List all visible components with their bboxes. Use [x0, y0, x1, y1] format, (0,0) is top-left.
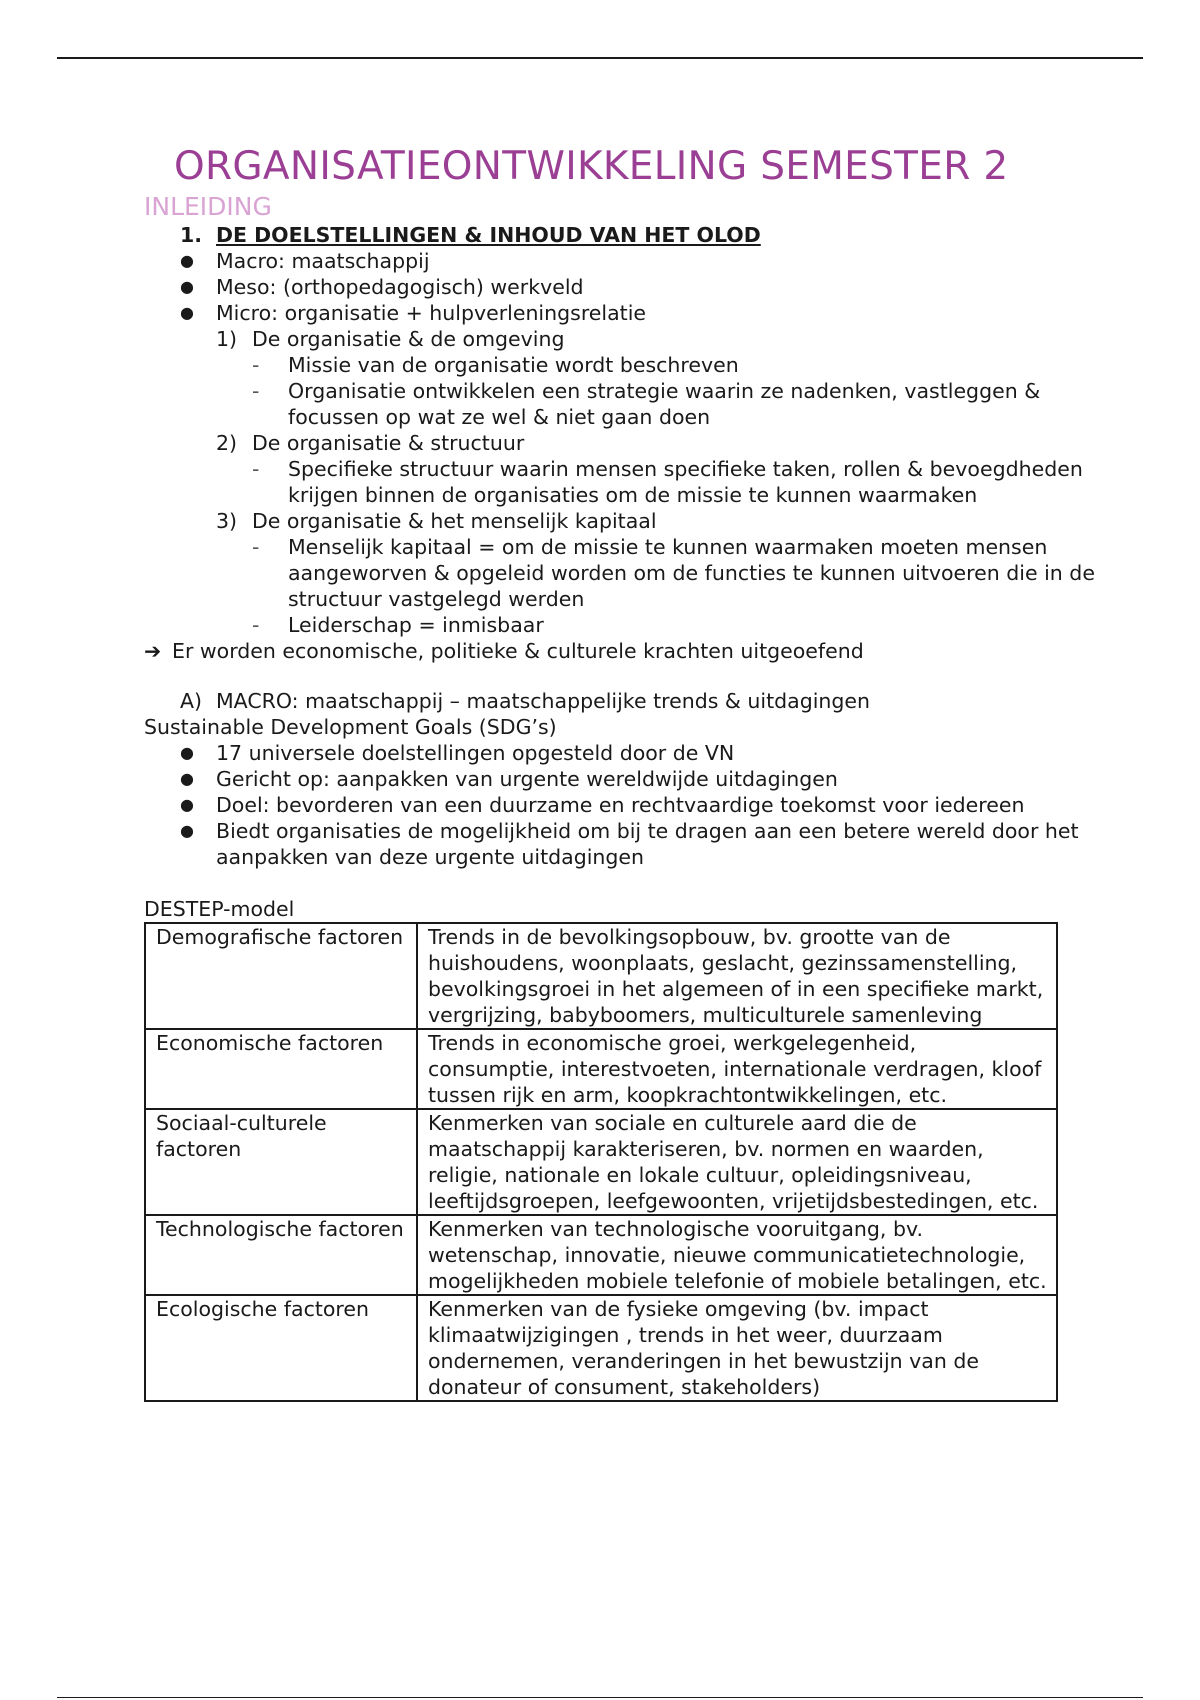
- list-item: [180, 818, 1104, 870]
- bullet-icon: ●: [180, 795, 194, 814]
- numbered-subitem: [216, 508, 1104, 534]
- table-cell-factor: Demografische factoren: [145, 923, 417, 1029]
- list-item-text: Biedt organisaties de mogelijkheid om bij te dragen aan een betere wereld door het aanpakken van deze urgente uitdagingen: [216, 819, 1079, 869]
- numbered-subitem: [216, 326, 1104, 352]
- subitem-number: 3): [216, 509, 238, 533]
- table-cell-factor: Ecologische factoren: [145, 1295, 417, 1401]
- document-body: [144, 140, 1104, 1402]
- dash-icon: -: [252, 379, 260, 403]
- subitem-number: 1): [216, 327, 238, 351]
- table-cell-factor: Technologische factoren: [145, 1215, 417, 1295]
- dash-item: [252, 612, 1104, 638]
- subitem-text: De organisatie & het menselijk kapitaal: [252, 509, 657, 533]
- list-item-text: Doel: bevorderen van een duurzame en rechtvaardige toekomst voor iedereen: [216, 793, 1025, 817]
- table-cell-description: Kenmerken van sociale en culturele aard die de maatschappij karakteriseren, bv. normen en waarden, religie, nationale en lokale cultuur, opleidingsniveau, leeftijdsgroepen, leefgewoonten, vrijetijdsbestedingen, etc.: [417, 1109, 1057, 1215]
- spacer: [144, 664, 1104, 688]
- sdg-title: Sustainable Development Goals (SDG’s): [144, 715, 557, 739]
- section-heading-text: MACRO: maatschappij – maatschappelijke trends & uitdagingen: [216, 689, 871, 713]
- table-cell-factor: Economische factoren: [145, 1029, 417, 1109]
- dash-item: [252, 352, 1104, 378]
- table-cell-factor: Sociaal-culturele factoren: [145, 1109, 417, 1215]
- dash-item-text: Missie van de organisatie wordt beschreven: [288, 353, 739, 377]
- list-item: [180, 274, 1104, 300]
- dash-item-text: Menselijk kapitaal = om de missie te kunnen waarmaken moeten mensen aangeworven & opgeleid worden om de functies te kunnen uitvoeren die in de structuur vastgelegd werden: [288, 535, 1095, 611]
- list-item: [180, 766, 1104, 792]
- bullet-icon: ●: [180, 821, 194, 840]
- arrow-note-text: Er worden economische, politieke & culturele krachten uitgeoefend: [172, 639, 864, 663]
- list-item: [180, 740, 1104, 766]
- dash-item-text: Specifieke structuur waarin mensen specifieke taken, rollen & bevoegdheden krijgen binnen de organisaties om de missie te kunnen waarmaken: [288, 457, 1083, 507]
- dash-icon: -: [252, 353, 260, 377]
- dash-icon: -: [252, 613, 260, 637]
- document-title: ORGANISATIEONTWIKKELING SEMESTER 2: [174, 144, 1009, 189]
- arrow-right-icon: ➔: [144, 639, 162, 663]
- header-rule: [57, 57, 1143, 59]
- table-row: [145, 1215, 1057, 1295]
- heading-number: 1.: [180, 223, 203, 247]
- bullet-icon: ●: [180, 277, 194, 296]
- table-row: [145, 1295, 1057, 1401]
- spacer: [144, 870, 1104, 896]
- table-row: [145, 1109, 1057, 1215]
- heading-doelstellingen: [180, 222, 1104, 248]
- list-item: [180, 248, 1104, 274]
- section-heading-inleiding: INLEIDING: [144, 192, 272, 221]
- list-item: [180, 792, 1104, 818]
- subitem-text: De organisatie & structuur: [252, 431, 525, 455]
- table-cell-description: Trends in de bevolkingsopbouw, bv. grootte van de huishoudens, woonplaats, geslacht, gezinssamenstelling, bevolkingsgroei in het algemeen of in een specifieke markt, vergrijzing, babyboomers, multiculturele samenleving: [417, 923, 1057, 1029]
- numbered-subitem: [216, 430, 1104, 456]
- footer-rule: [57, 1697, 1143, 1698]
- bullet-icon: ●: [180, 769, 194, 788]
- dash-item: [252, 378, 1104, 430]
- dash-icon: -: [252, 457, 260, 481]
- heading-text: DE DOELSTELLINGEN & INHOUD VAN HET OLOD: [216, 223, 761, 247]
- destep-title: DESTEP-model: [144, 897, 295, 921]
- table-cell-description: Kenmerken van technologische vooruitgang, bv. wetenschap, innovatie, nieuwe communicatietechnologie, mogelijkheden mobiele telefonie of mobiele betalingen, etc.: [417, 1215, 1057, 1295]
- list-item-text: 17 universele doelstellingen opgesteld door de VN: [216, 741, 735, 765]
- table-row: [145, 1029, 1057, 1109]
- list-item-text: Meso: (orthopedagogisch) werkveld: [216, 275, 584, 299]
- list-item-text: Macro: maatschappij: [216, 249, 430, 273]
- dash-item: [252, 456, 1104, 508]
- dash-item-text: Organisatie ontwikkelen een strategie waarin ze nadenken, vastleggen & focussen op wat ze wel & niet gaan doen: [288, 379, 1041, 429]
- list-item: [180, 300, 1104, 326]
- bullet-icon: ●: [180, 251, 194, 270]
- bullet-icon: ●: [180, 303, 194, 322]
- subitem-number: 2): [216, 431, 238, 455]
- table-row: [145, 923, 1057, 1029]
- list-item-text: Micro: organisatie + hulpverleningsrelatie: [216, 301, 647, 325]
- bullet-icon: ●: [180, 743, 194, 762]
- dash-item-text: Leiderschap = inmisbaar: [288, 613, 544, 637]
- list-item-text: Gericht op: aanpakken van urgente wereldwijde uitdagingen: [216, 767, 838, 791]
- dash-item: [252, 534, 1104, 612]
- table-cell-description: Kenmerken van de fysieke omgeving (bv. impact klimaatwijzigingen , trends in het weer, duurzaam ondernemen, veranderingen in het bewustzijn van de donateur of consument, stakeholders): [417, 1295, 1057, 1401]
- destep-table: [144, 922, 1058, 1402]
- section-marker: A): [180, 689, 203, 713]
- arrow-note: [144, 638, 1104, 664]
- heading-macro: [180, 688, 1104, 714]
- subitem-text: De organisatie & de omgeving: [252, 327, 565, 351]
- dash-icon: -: [252, 535, 260, 559]
- table-cell-description: Trends in economische groei, werkgelegenheid, consumptie, interestvoeten, internationale verdragen, kloof tussen rijk en arm, koopkrachtontwikkelingen, etc.: [417, 1029, 1057, 1109]
